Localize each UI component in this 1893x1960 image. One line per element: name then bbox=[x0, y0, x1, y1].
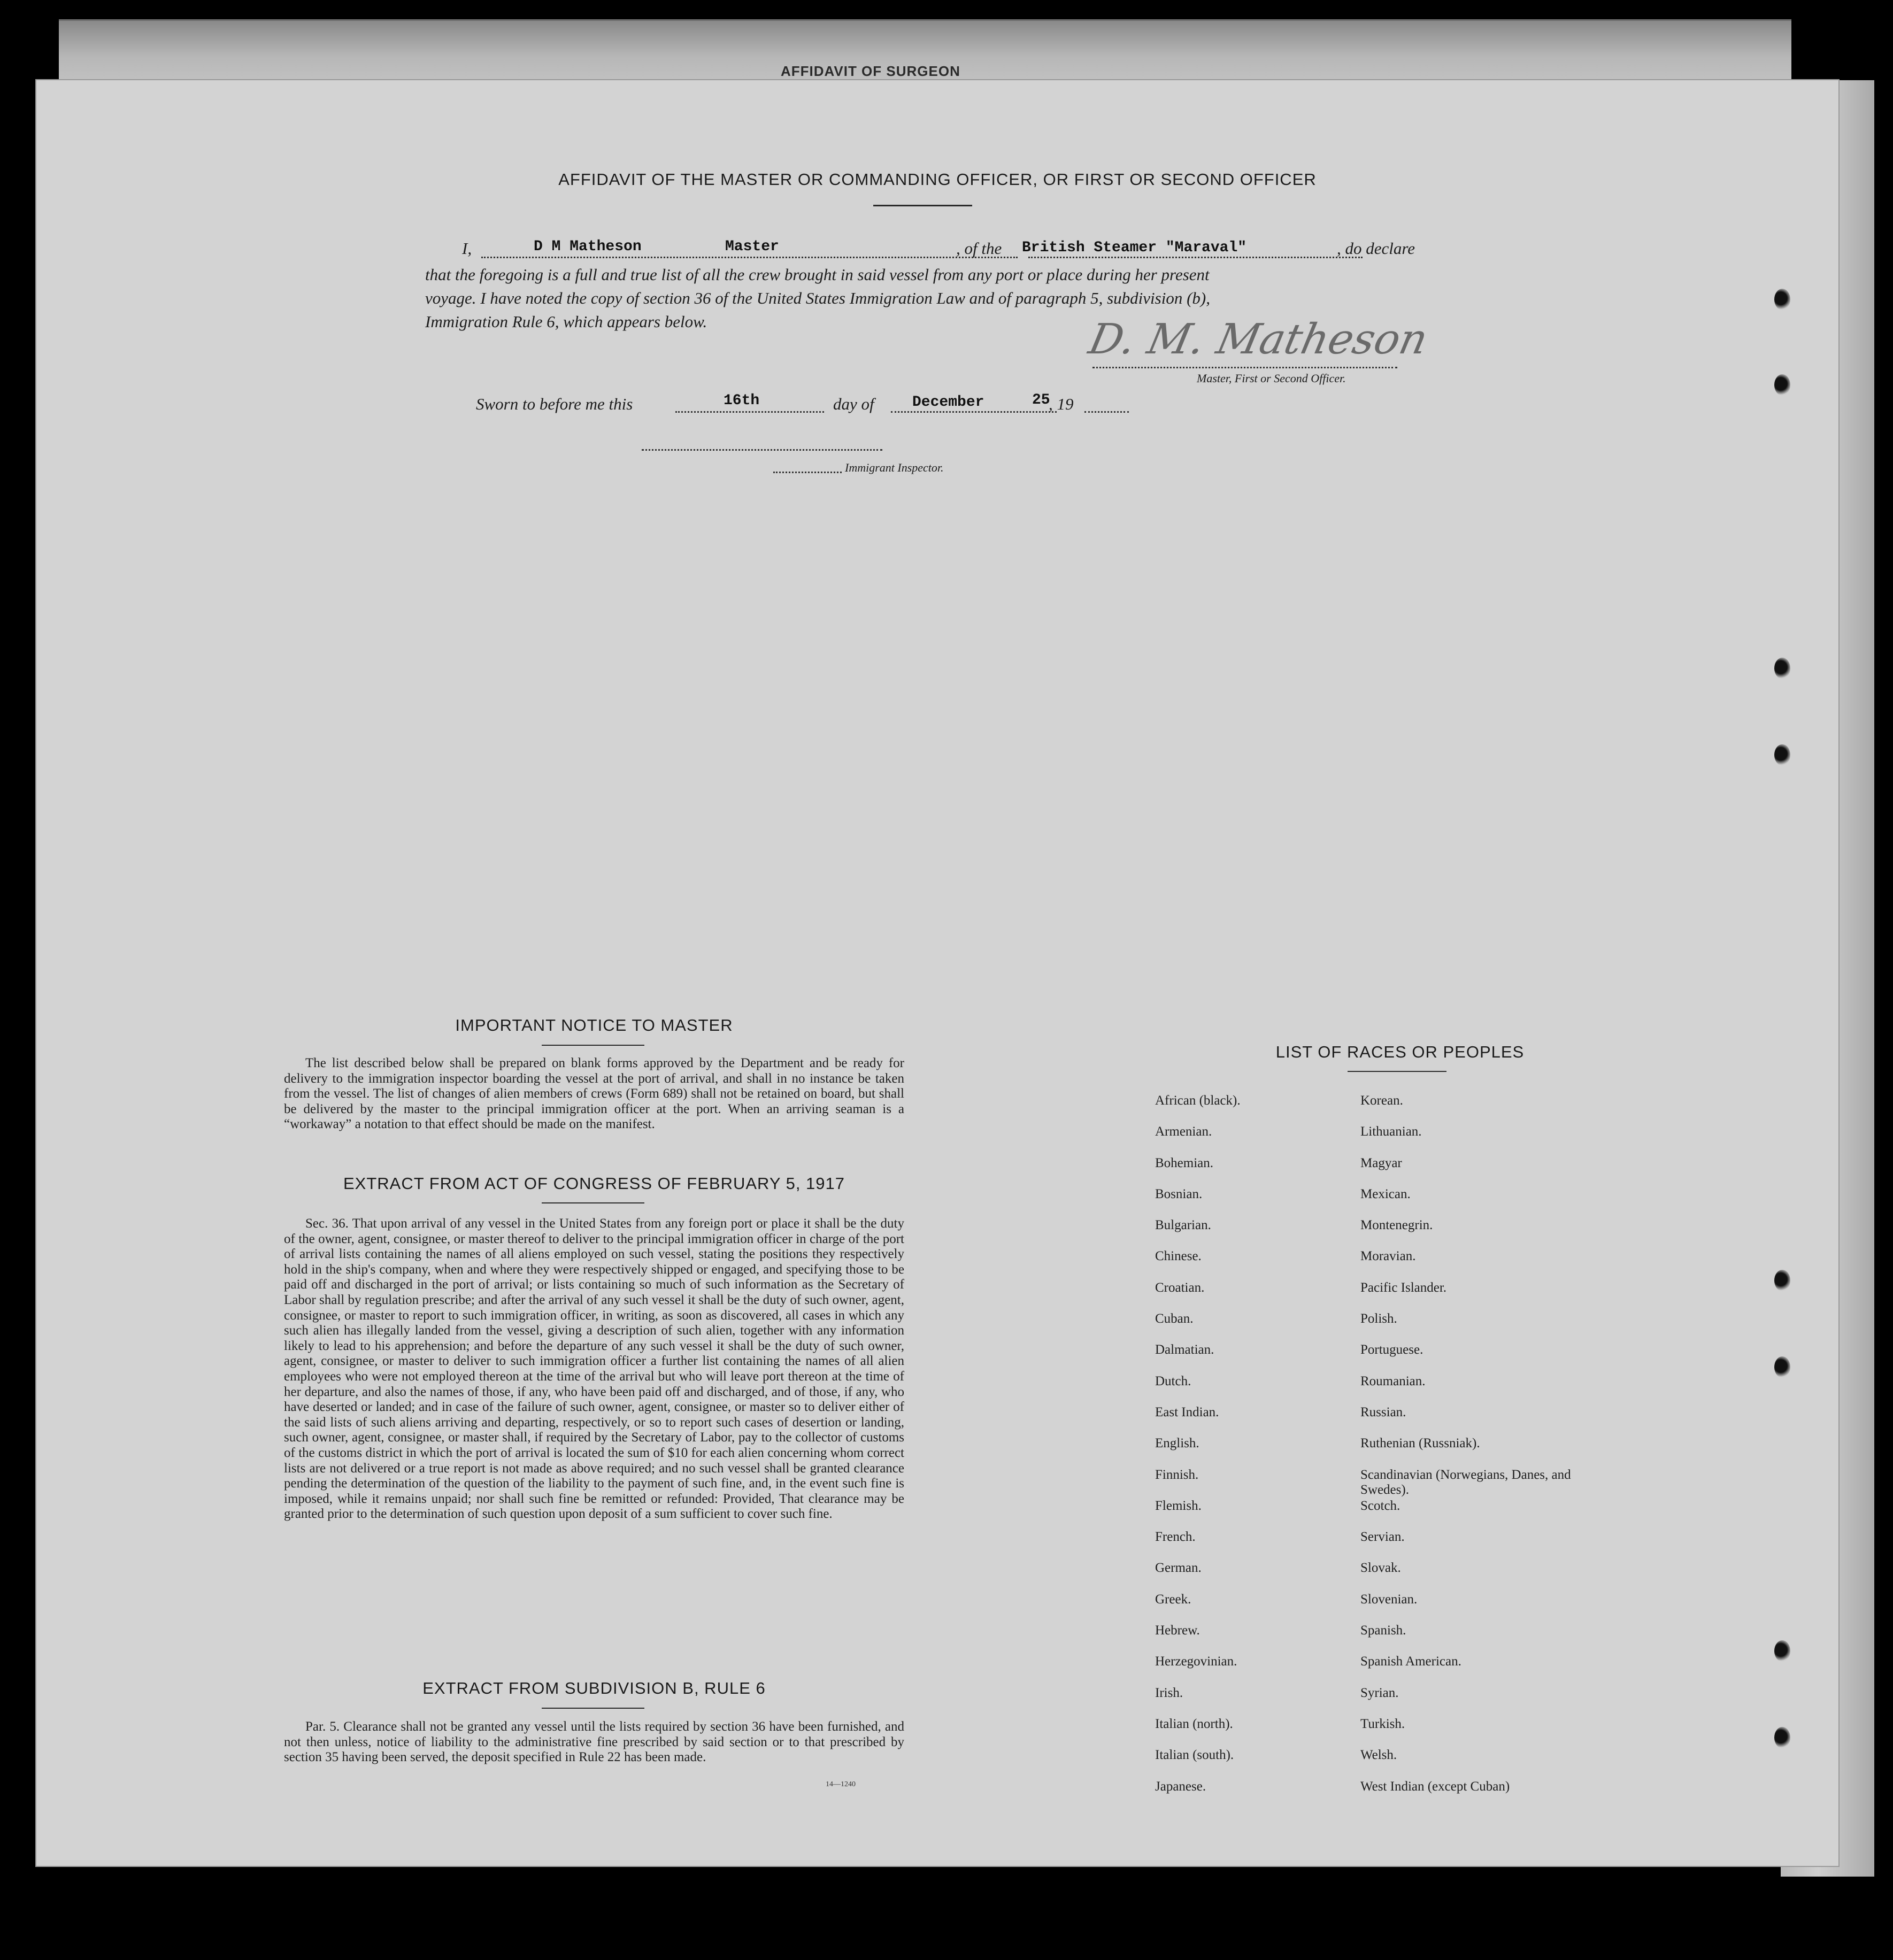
race-item: Lithuanian. bbox=[1360, 1124, 1422, 1139]
signature-caption: Master, First or Second Officer. bbox=[1197, 372, 1346, 385]
notice-title: IMPORTANT NOTICE TO MASTER bbox=[455, 1016, 733, 1035]
race-item: Syrian. bbox=[1360, 1685, 1399, 1700]
race-item: Slovak. bbox=[1360, 1561, 1401, 1576]
extract-act-title: EXTRACT FROM ACT OF CONGRESS OF FEBRUARY 5, 1917 bbox=[343, 1174, 845, 1193]
sworn-year: 25 bbox=[1032, 392, 1050, 408]
race-item: Croatian. bbox=[1155, 1280, 1205, 1295]
master-rank: Master bbox=[725, 238, 779, 255]
race-item: English. bbox=[1155, 1436, 1199, 1451]
race-item: Flemish. bbox=[1155, 1498, 1202, 1513]
race-item: Scotch. bbox=[1360, 1498, 1400, 1513]
race-item: Korean. bbox=[1360, 1093, 1403, 1108]
form-code: 14—1240 bbox=[826, 1780, 856, 1788]
race-item: Chinese. bbox=[1155, 1249, 1202, 1264]
extract-act-text-body: Sec. 36. That upon arrival of any vessel in the United States from any foreign port or place it shall be the duty of the owner, agent, consignee, or master thereof to deliver to the principal immigration officer in charge of the port of arrival lists containing the names of all aliens employed on such vessel, stating the positions they respectively hold in the ship's company, when and where they were respectively shipped or engaged, and specifying those to be paid off and discharged in the port of arrival; or lists containing so much of such information as the Secretary of Labor shall by regulation prescribe; and after the arrival of any such vessel it shall be the duty of such owner, agent, consignee, or master to report to such immigration officer, in writing, as soon as discovered, all cases in which any such alien has illegally landed from the vessel, giving a description of such alien, together with any information likely to lead to his apprehension; and before the departure of any such vessel it shall be the duty of such owner, agent, consignee, or master to deliver to such immigration officer a further list containing the names of all alien employees who were not employed thereon at the time of the arrival but who will leave port thereon at the time of her departure, and also the names of those, if any, who have been paid off and discharged, and of those, if any, who have deserted or landed; and in case of the failure of such owner, agent, consignee, or master so to deliver either of the said lists of such aliens arriving and departing, respectively, or so to report such cases of desertion or landing, such owner, agent, consignee, or master shall, if required by the Secretary of Labor, pay to the collector of customs of the customs district in which the port of arrival is located the sum of $10 for each alien concerning whom correct lists are not delivered or a true report is not made as above required; and no such vessel shall be granted clearance pending the determination of the question of the liability to the payment of such fine, and, in the event such fine is imposed, while it remains unpaid; nor shall such fine be remitted or refunded: Provided, That clearance may be granted prior to the determination of such question upon deposit of a sum sufficient to cover such fine. bbox=[284, 1216, 904, 1522]
sworn-day: 16th bbox=[724, 392, 760, 409]
month-line bbox=[891, 411, 1057, 413]
race-item: West Indian (except Cuban) bbox=[1360, 1779, 1510, 1794]
race-item: African (black). bbox=[1155, 1093, 1241, 1108]
race-item: Cuban. bbox=[1155, 1311, 1194, 1326]
race-item: Ruthenian (Russniak). bbox=[1360, 1436, 1480, 1451]
race-item: Bulgarian. bbox=[1155, 1218, 1211, 1233]
punch-hole bbox=[1774, 744, 1790, 766]
affidavit-title: AFFIDAVIT OF THE MASTER OR COMMANDING OFFICER, OR FIRST OR SECOND OFFICER bbox=[558, 170, 1317, 189]
master-name: D M Matheson bbox=[534, 238, 642, 255]
race-item: Mexican. bbox=[1360, 1186, 1411, 1201]
race-item: Polish. bbox=[1360, 1311, 1397, 1326]
vessel-name: British Steamer "Maraval" bbox=[1022, 240, 1247, 256]
race-item: Bohemian. bbox=[1155, 1155, 1214, 1170]
races-title: LIST OF RACES OR PEOPLES bbox=[1275, 1043, 1525, 1061]
sworn-label: Sworn to before me this bbox=[476, 395, 633, 413]
race-item: Spanish American. bbox=[1360, 1654, 1461, 1669]
race-item: Herzegovinian. bbox=[1155, 1654, 1237, 1669]
inspector-caption: Immigrant Inspector. bbox=[845, 461, 944, 474]
affidavit-line-3: voyage. I have noted the copy of section 36 of the United States Immigration Law and of paragraph 5, subdivision (b), bbox=[425, 289, 1210, 307]
signature-line bbox=[1092, 367, 1397, 368]
of-the-label: , of the bbox=[956, 239, 1002, 258]
race-item: Dalmatian. bbox=[1155, 1342, 1214, 1357]
affidavit-line-4: Immigration Rule 6, which appears below. bbox=[425, 312, 707, 331]
races-list-right bbox=[1360, 1093, 1574, 1810]
race-item: Finnish. bbox=[1155, 1467, 1199, 1482]
race-item: Portuguese. bbox=[1360, 1342, 1423, 1357]
race-item: Slovenian. bbox=[1360, 1592, 1418, 1607]
race-item: Roumanian. bbox=[1360, 1373, 1426, 1388]
race-item: Servian. bbox=[1360, 1530, 1405, 1545]
extract-act-rule bbox=[542, 1202, 644, 1203]
back-sheet-title: AFFIDAVIT OF SURGEON bbox=[781, 63, 960, 79]
race-item: East Indian. bbox=[1155, 1405, 1219, 1419]
inspector-signature-line bbox=[642, 449, 882, 451]
race-item: Italian (south). bbox=[1155, 1748, 1234, 1763]
day-line bbox=[675, 411, 824, 413]
race-item: French. bbox=[1155, 1530, 1196, 1545]
race-item: Spanish. bbox=[1360, 1623, 1406, 1638]
race-item: Italian (north). bbox=[1155, 1716, 1233, 1731]
punch-hole bbox=[1774, 1270, 1790, 1291]
race-item: Japanese. bbox=[1155, 1779, 1206, 1794]
races-list-left bbox=[1155, 1093, 1342, 1810]
punch-hole bbox=[1774, 289, 1790, 310]
races-rule bbox=[1348, 1071, 1446, 1072]
race-item: Bosnian. bbox=[1155, 1186, 1203, 1201]
notice-text bbox=[284, 1056, 904, 1132]
punch-hole bbox=[1774, 658, 1790, 679]
race-item: Irish. bbox=[1155, 1685, 1183, 1700]
race-item: Turkish. bbox=[1360, 1716, 1405, 1731]
notice-rule bbox=[542, 1045, 644, 1046]
name-line bbox=[481, 257, 1018, 258]
extract-rule-text-body: Par. 5. Clearance shall not be granted any vessel until the lists required by section 36 have been furnished, and not then unless, notice of liability to the administrative fine prescribed by said section or to that prescribed by section 35 having been served, the deposit specified in Rule 22 has been made. bbox=[284, 1719, 904, 1765]
title-rule bbox=[873, 205, 972, 206]
year-line bbox=[1084, 411, 1129, 413]
inspector-caption-line bbox=[773, 472, 842, 473]
punch-hole bbox=[1774, 1356, 1790, 1378]
race-item: Dutch. bbox=[1155, 1373, 1191, 1388]
race-item: Hebrew. bbox=[1155, 1623, 1200, 1638]
race-item: Armenian. bbox=[1155, 1124, 1212, 1139]
race-item: German. bbox=[1155, 1561, 1202, 1576]
affidavit-line-2: that the foregoing is a full and true list of all the crew brought in said vessel from any port or place during her present bbox=[425, 265, 1210, 284]
race-item: Moravian. bbox=[1360, 1249, 1416, 1264]
extract-rule-text bbox=[284, 1719, 904, 1765]
day-of-label: day of bbox=[833, 395, 874, 413]
punch-hole bbox=[1774, 1640, 1790, 1662]
punch-hole bbox=[1774, 1727, 1790, 1748]
extract-rule-title: EXTRACT FROM SUBDIVISION B, RULE 6 bbox=[422, 1679, 766, 1697]
race-item: Welsh. bbox=[1360, 1748, 1397, 1763]
affidavit-page bbox=[36, 80, 1838, 1866]
race-item: Montenegrin. bbox=[1360, 1218, 1433, 1233]
notice-text-body: The list described below shall be prepared on blank forms approved by the Department and be ready for delivery to the immigration inspector boarding the vessel at the port of arrival, and shall in no instance be taken from the vessel. The list of changes of alien members of crews (Form 689) shall not be retained on board, but shall be delivered by the master to the principal immigration officer at the port. When an arriving seaman is a “workaway” a notation to that effect should be made on the manifest. bbox=[284, 1056, 904, 1132]
extract-rule-rule bbox=[542, 1708, 644, 1709]
race-item: Pacific Islander. bbox=[1360, 1280, 1447, 1295]
master-signature: D. M. Matheson bbox=[1084, 315, 1432, 364]
race-item: Scandinavian (Norwegians, Danes, and Swedes). bbox=[1360, 1467, 1571, 1497]
vessel-line bbox=[1028, 257, 1363, 258]
race-item: Magyar bbox=[1360, 1155, 1402, 1170]
punch-hole bbox=[1774, 374, 1790, 396]
sworn-month: December bbox=[912, 394, 984, 411]
do-declare-label: , do declare bbox=[1337, 239, 1415, 258]
race-item: Russian. bbox=[1360, 1405, 1406, 1419]
year-prefix: , 19 bbox=[1049, 395, 1074, 413]
i-label: I, bbox=[462, 239, 472, 258]
extract-act-text bbox=[284, 1216, 904, 1522]
race-item: Greek. bbox=[1155, 1592, 1191, 1607]
